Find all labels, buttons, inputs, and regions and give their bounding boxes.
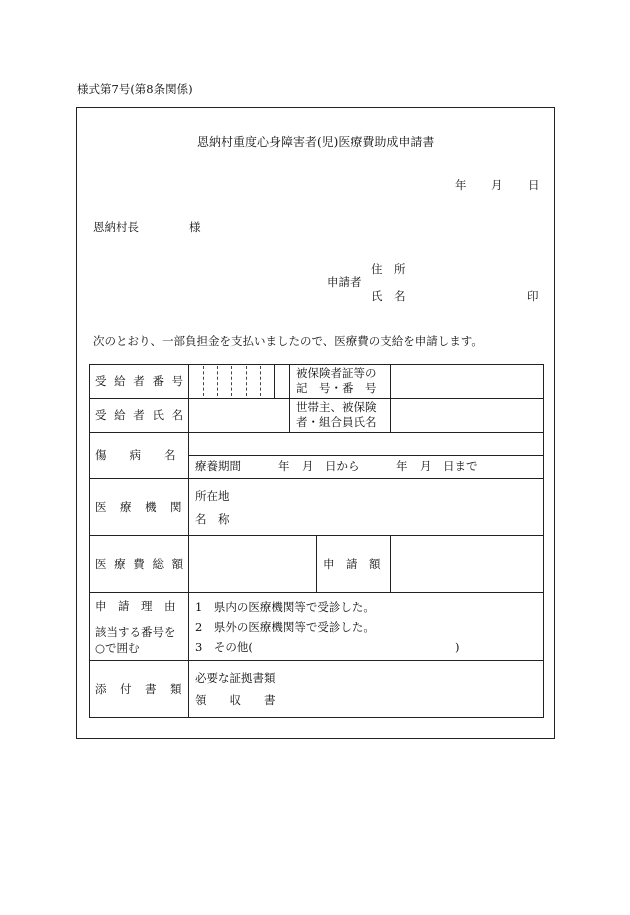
recipient-name-label: 受 給 者 氏 名	[95, 408, 186, 422]
householder-label-2: 者・組合員氏名	[296, 415, 377, 429]
applicant-address-label: 住 所	[371, 262, 406, 276]
period-label: 療養期間	[195, 459, 241, 473]
period-to-day: 日まで	[443, 459, 478, 473]
period-from-day: 日から	[325, 459, 360, 473]
recipient-number-label: 受 給 者 番 号	[95, 374, 186, 388]
date-month: 月	[491, 178, 503, 192]
addressee-name: 恩納村長	[93, 220, 139, 234]
institution-name-label: 名 称	[195, 512, 230, 526]
illness-label: 傷 病 名	[95, 448, 176, 462]
period-to-year: 年	[396, 459, 408, 473]
reason-option-3: 3 その他(	[195, 640, 253, 654]
date-day: 日	[528, 178, 540, 192]
institution-label: 医 療 機 関	[95, 500, 183, 514]
period-from-month: 月	[302, 459, 314, 473]
insurance-card-label-1: 被保険者証等の	[296, 366, 377, 380]
applicant-name-label: 氏 名	[371, 289, 406, 303]
insurance-card-label-2: 記 号・番 号	[296, 381, 377, 395]
total-cost-label: 医 療 費 総 額	[95, 557, 186, 571]
attachment-receipt: 領 収 書	[195, 693, 276, 707]
addressee-honorific: 様	[189, 220, 201, 234]
date-year: 年	[455, 178, 467, 192]
reason-instruction-1: 該当する番号を	[95, 625, 176, 639]
location-label: 所在地	[195, 489, 230, 503]
applicant-seal: 印	[527, 289, 539, 303]
reason-instruction-2: ○で囲む	[95, 641, 140, 655]
period-from-year: 年	[278, 459, 290, 473]
reason-option-1: 1 県内の医療機関等で受診した。	[195, 600, 375, 614]
reason-label: 申 請 理 由	[95, 599, 176, 613]
attachment-required: 必要な証拠書類	[195, 671, 276, 685]
intro-text: 次のとおり、一部負担金を支払いましたので、医療費の支給を申請します。	[93, 334, 483, 348]
form-title: 恩納村重度心身障害者(児)医療費助成申請書	[197, 135, 435, 149]
claim-amount-label: 申 請 額	[323, 557, 381, 571]
reason-option-3-close: )	[455, 640, 460, 654]
applicant-label: 申請者	[327, 275, 362, 289]
form-number: 様式第7号(第8条関係)	[77, 82, 193, 96]
reason-option-2: 2 県外の医療機関等で受診した。	[195, 620, 375, 634]
period-to-month: 月	[420, 459, 432, 473]
householder-label-1: 世帯主、被保険	[296, 400, 377, 414]
attachment-label: 添 付 書 類	[95, 682, 183, 696]
